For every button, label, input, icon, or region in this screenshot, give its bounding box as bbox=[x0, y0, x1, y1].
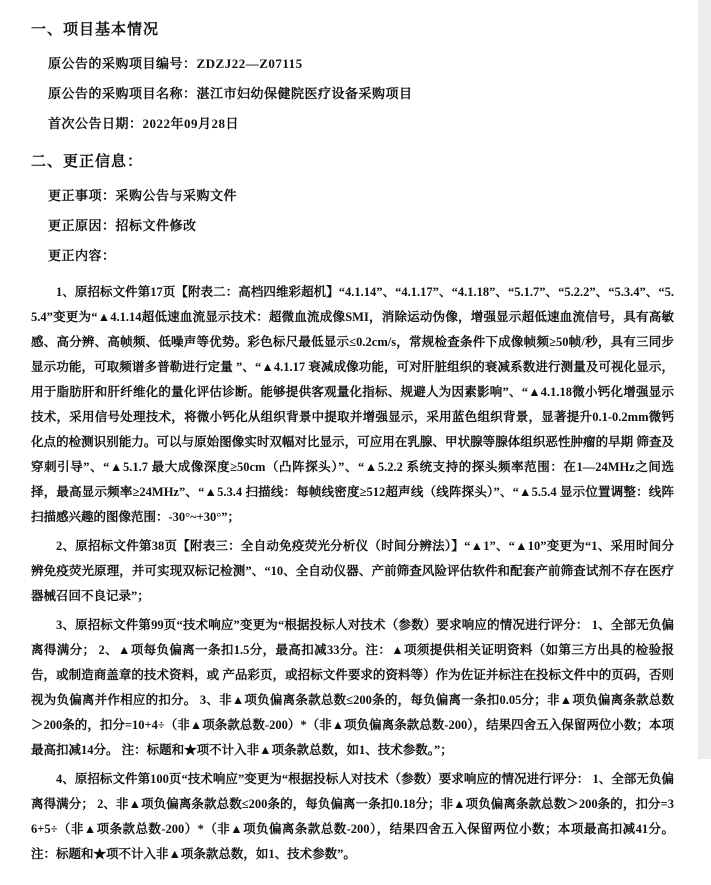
correction-info-block bbox=[48, 185, 674, 264]
correction-paragraph-1: 1、原招标文件第17页【附表二：高档四维彩超机】“4.1.14”、“4.1.17”、“4.1.18”、“5.1.7”、“5.2.2”、“5.3.4”、“5.5.4”变更为“▲4.1.14超低速血流显示技术：超微血流成像SMI，消除运动伪像，增强显示超低速血流信号，具有高敏感、高分辨、高帧频、低噪声等优势。彩色标尺最低显示≤0.2cm/s，常规检查条件下成像帧频≥50帧/秒，具有三同步显示功能，可取频谱多普勒进行定量 ”、“▲4.1.17 衰减成像功能，可对肝脏组织的衰减系数进行测量及可视化显示，用于脂肪肝和肝纤维化的量化评估诊断。能够提供客观量化指标、规避人为因素影响”、“▲4.1.18微小钙化增强显示技术，采用信号处理技术，将微小钙化从组织背景中提取并增强显示，采用蓝色组织背景，显著提升0.1-0.2mm微钙化点的检测识别能力。可以与原始图像实时双幅对比显示，可应用在乳腺、甲状腺等腺体组织恶性肿瘤的早期 筛查及穿刺引导”、“▲5.1.7 最大成像深度≥50cm（凸阵探头）”、“▲5.2.2 系统支持的探头频率范围：在1—24MHz之间选择，最高显示频率≥24MHz”、“▲5.3.4 扫描线：每帧线密度≥512超声线（线阵探头）”、“▲5.5.4 显示位置调整：线阵扫描感兴趣的图像范围：-30°~+30°”； bbox=[31, 285, 674, 524]
original-project-name: 原公告的采购项目名称：湛江市妇幼保健院医疗设备采购项目 bbox=[48, 86, 413, 101]
correction-content-label: 更正内容： bbox=[48, 248, 116, 263]
correction-reason-line: 更正原因：招标文件修改 bbox=[48, 218, 197, 233]
correction-item-line: 更正事项：采购公告与采购文件 bbox=[48, 188, 238, 203]
correction-paragraph-3: 3、原招标文件第99页“技术响应”变更为“根据投标人对技术（参数）要求响应的情况进行评分： 1、全部无负偏离得满分； 2、▲项每负偏离一条扣1.5分，最高扣减33分。注：▲项须提供相关证明资料（如第三方出具的检验报告，或制造商盖章的技术资料，或 产品彩页，或招标文件要求的资料等）作为佐证并标注在投标文件中的页码，否则视为负偏离并作相应的扣分。 3、非▲项负偏离条款总数≤200条的，每负偏离一条扣0.05分；非▲项负偏离条款总数＞200条的，扣分=10+4÷（非▲项条款总数-200）*（非▲项负偏离条款总数-200），结果四舍五入保留两位小数；本项最高扣减14分。 注：标题和★项不计入非▲项条款总数，如1、技术参数。”； bbox=[31, 618, 674, 757]
first-announcement-date: 首次公告日期：2022年09月28日 bbox=[48, 116, 240, 131]
correction-content-block bbox=[31, 280, 674, 867]
section-basic-info-heading: 一、项目基本情况 bbox=[31, 22, 160, 38]
original-project-number: 原公告的采购项目编号：ZDZJ22—Z07115 bbox=[48, 56, 303, 71]
basic-info-block bbox=[48, 53, 674, 132]
correction-paragraph-2: 2、原招标文件第38页【附表三：全自动免疫荧光分析仪（时间分辨法）】“▲1”、“▲10”变更为“1、采用时间分辨免疫荧光原理，并可实现双标记检测”、“10、全自动仪器、产前筛查风险评估软件和配套产前筛查试剂不存在医疗器械召回不良记录”； bbox=[31, 539, 674, 603]
section-correction-info-heading: 二、更正信息： bbox=[31, 154, 144, 170]
correction-paragraph-4: 4、原招标文件第100页“技术响应”变更为“根据投标人对技术（参数）要求响应的情况进行评分： 1、全部无负偏离得满分； 2、非▲项负偏离条款总数≤200条的，每负偏离一条扣0.18分；非▲项负偏离条款总数＞200条的，扣分=36+5÷（非▲项条款总数-200）*（非▲项负偏离条款总数-200），结果四舍五入保留两位小数；本项最高扣减41分。 注：标题和★项不计入非▲项条款总数，如1、技术参数”。 bbox=[31, 772, 674, 861]
page-right-margin bbox=[698, 0, 711, 759]
